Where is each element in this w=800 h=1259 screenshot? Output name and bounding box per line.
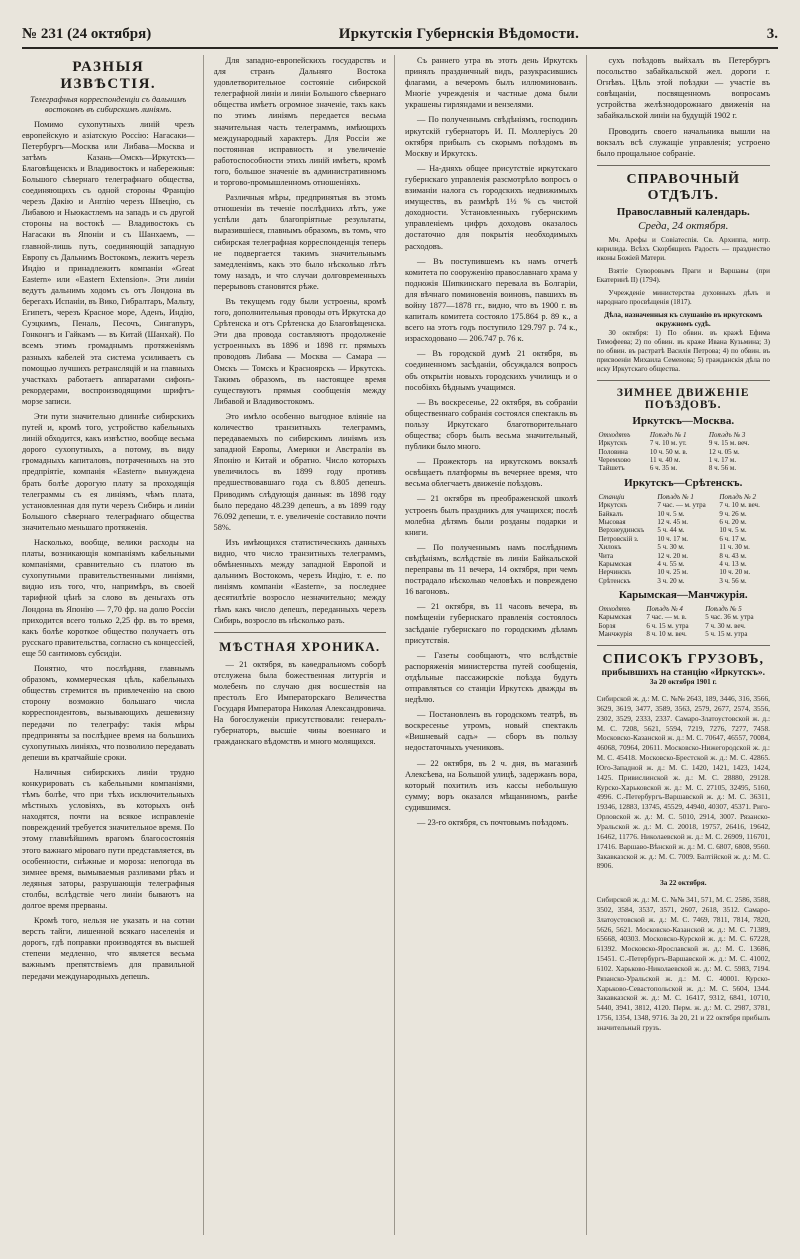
timetable-cell: 10 ч. 5 м. [719,526,747,535]
timetable-row [597,577,771,585]
timetable-cell: 7 ч. 30 м. веч. [705,621,746,630]
timetable-cell: Верхнеудинскъ [598,526,645,535]
timetable-cell: 10 ч. 5 м. [657,509,685,518]
timetable-cell: 7 час. — м. в. [646,613,687,622]
timetable-row [597,431,771,439]
section-title-reference: СПРАВОЧНЫЙ ОТДѢЛЪ. [626,171,741,203]
timetable-cell: Хилокъ [598,543,622,552]
timetable-cell: 8 ч. 56 м. [708,464,737,473]
timetable-row [597,510,771,518]
timetable-cell: 5 час. 36 м. утра [705,613,754,622]
timetable-cell: Поѣздъ № 5 [705,605,742,614]
timetable-row [597,613,771,621]
chronicle-paragraph: — Газеты сообщаютъ, что вслѣдствіе распоряженія министерства путей сообщенія, отдѣльные пассажирскіе поѣзда будутъ отправляться со станціи Иркутскъ дважды въ недѣлю. [405,650,578,705]
timetable-row [597,568,771,576]
timetable-cell: Чита [598,551,614,560]
chronicle-paragraph: Проводить своего начальника вышли на вокзалъ всѣ служащіе управленія; устроено было прощальное собраніе. [596,126,770,158]
timetable-cell: Черемхово [598,456,631,465]
timetable-row [597,552,771,560]
timetable-row [597,448,771,456]
chronicle-paragraph: — По полученнымъ свѣдѣніямъ, господинъ иркутскій губернаторъ И. П. Моллерiусъ 20 октября прибылъ съ скорымъ поѣздомъ въ Москву и Иркутскъ. [405,115,578,158]
timetable-cell: 10 ч. 17 м. [657,534,689,543]
timetable-cell: Тайшетъ [598,464,625,473]
calendar-title: Православный календарь. [616,205,750,218]
article-paragraph: Понятно, что послѣдняя, главнымъ образомъ, коммерческая цѣль, кабельныхъ обществъ стремится въ привлеченію на свою сторону возможно большаго числа корреспондентовъ, вызывающихъ дешевизну передачи по телеграфу: такія мѣры предприняты за послѣднее время на большихъ сухопутныхъ линіяхъ, что позволило передавать депеши въ кратчайшіе сроки. [22,664,195,762]
calendar-date: Среда, 24 октября. [638,219,729,232]
timetable-row [597,605,771,613]
timetable-cell: Половина [598,447,628,456]
timetable-cell: Поѣздъ № 4 [646,605,683,614]
timetable-cell: Байкалъ [598,509,623,518]
timetable-cell: 5 ч. 44 м. [657,526,685,535]
timetable-row [597,518,771,526]
chronicle-paragraph: — 21 октября, въ 11 часовъ вечера, въ помѣщеніи губернскаго правленія состоялось засѣданіе губернскаго по городскимъ дѣламъ присутствія. [405,602,578,645]
chronicle-paragraph: Съ раннего утра въ этотъ день Иркутскъ принялъ праздничный видъ, разукрасившись флагами, а вечеромъ былъ иллюминованъ. Многіе учрежденія и частные дома были украшены гирляндами и вензелями. [405,56,578,110]
timetable-cell: 7 час. — м. утра [657,501,706,510]
timetable-cell: 7 ч. 10 м. веч. [719,501,760,510]
chronicle-paragraph: — 21 октября, въ каѳедральномъ соборѣ отслужена была божественная литургія и молебенъ по случаю дня восшествія на престолъ Его Императорскаго Величества Государя Императора Николая Александровича. На богослуженіи присутствовали: генералъ-губернаторъ, высшіе чины военнаго и гражданскаго вѣдомствъ и много молящихся. [213,659,386,747]
cargo-list-subtitle: прибывшихъ на станцію «Иркутскъ». [601,667,766,678]
timetable-cell: Мысовая [598,517,626,526]
route-title: Иркутскъ—Москва. [632,414,735,427]
page-number: 3. [766,26,778,42]
column-2 [214,55,396,1235]
timetable-cell: Отходятъ [598,430,631,439]
route-title: Карымская—Манчжурія. [618,589,748,602]
calendar-entry: Мч. Арефы и Совіатеспія. Св. Архиппа, митр. кирилида. Всѣхъ Скорбящихъ Радость — празднество иконы Божіей Матери. [596,235,770,262]
timetable-cell: Манчжурія [598,630,633,639]
article-paragraph: Для западно-европейскихъ государствъ и для странъ Дальняго Востока удовлетворительное состояніе сибирской телеграфной линіи и линіи Большого сѣвернаго общества имѣетъ огромное значеніе, такъ какъ по этимъ линіямъ передается весьма значительная часть телеграммъ, имѣющихъ международный характеръ. Для Россіи же постоянная исправность и увеличеніе работоспособности этихъ линій имѣетъ, кромѣ того, большое значеніе въ административномъ и торгово-промышленномъ отношеніяхъ. [213,56,386,188]
timetable-karymskaya-manchuria [597,605,771,639]
divider [597,380,771,381]
timetable-cell: Петровскій з. [598,534,639,543]
timetable-row [597,464,771,472]
cargo-date: За 20 октября 1901 г. [649,677,717,686]
chronicle-paragraph: — 22 октября, въ 2 ч. дня, въ магазинѣ Алексѣева, на Большой улицѣ, задержанъ вора, который похитилъ изъ кассы небольшую сумму; воръ оказался мѣщаниномъ, ранѣе судившимся. [405,758,578,812]
article-paragraph: Эти пути значительно длиннѣе сибирскихъ путей и, кромѣ того, устройство кабельныхъ линій обходится, какъ извѣстно, вообще весьма дорого сухопутныхъ, а потому, въ виду громадныхъ капиталовъ, потраченныхъ на это предпріятіе, компанія «Eastern» вынуждена брать болѣе дорогую плату за проходящія телеграммы съ ея линіямъ, чѣмъ плата, установленная для пути черезъ Сибирь и линіи Большого сѣвернаго телеграфнаго общества значительно меньшаго протяженія. [22,411,195,532]
timetable-cell: 5 ч. 15 м. утра [705,630,748,639]
chronicle-paragraph: — Въ поступившемъ къ намъ отчетѣ комитета по сооруженію православнаго храма у подножія Шипкинскаго перевала въ Болгаріи, для вѣчнаго поминовенія воиновъ, павшихъ въ войну 1877—1878 гг., видно, что въ 1900 г. въ капиталъ комитета состояло 175.864 р. 89 к., а всего на этотъ годъ поступило 129.797 р. 74 к., израсходовано — 206.747 р. 76 к. [405,256,578,344]
chronicle-paragraph: — Въ воскресенье, 22 октября, въ собраніи общественнаго собранія состоялся спектакль въ пользу Иркутскаго благотворительнаго общества; сборъ былъ весьма значительный, публики было много. [405,397,578,452]
timetable-cell: Поѣздъ № 2 [719,492,756,501]
timetable-row [597,630,771,638]
calendar-entry: Учрежденіе министерства духовныхъ дѣлъ и народнаго просвѣщенія (1817). [596,288,770,306]
timetable-cell: 6 ч. 20 м. [719,517,747,526]
article-paragraph: Изъ имѣющихся статистическихъ данныхъ видно, что число транзитныхъ телеграммъ, обмѣненныхъ между западной Европой и дальнимъ Востокомъ, черезъ Индію, т. е. по линіямъ компаніи «Eastern», за последнее десятилѣтіе возросло незначительно; между тѣмъ какъ число депешъ, переданныхъ черезъ Сибирь, возросло въ нѣсколько разъ. [213,537,386,625]
timetable-cell: Поѣздъ № 1 [649,430,687,439]
timetable-cell: 9 ч. 15 м. веч. [708,439,750,448]
cargo-date: За 22 октября. [659,878,707,887]
timetable-cell: Отходятъ [598,605,631,614]
column-4 [597,55,779,1235]
chronicle-paragraph: — Постановленъ въ городскомъ театрѣ, въ воскресенье утромъ, новый спектакль «Вишневый садъ» — сборъ въ пользу недостаточныхъ учениковъ. [405,710,578,753]
timetable-row [597,493,771,501]
article-paragraph: Это имѣло особенно выгодное вліяніе на количество транзитныхъ телеграммъ, передаваемыхъ по сибирскимъ линіямъ изъ западной Европы, Америки и Австраліи въ Японію и Китай и обратно. Число которыхъ увеличилось въ 1899 году противъ предшествовавшаго года съ 8.805 депешъ. Приводимъ слѣдующія данныя: въ 1898 году было передано 48.239 депешъ, а въ 1899 году 76.092 депеши, т. е. увеличеніе составило почти 58%. [213,411,386,532]
article-subtitle: Телеграфныя корреспонденціи съ дальнимъ востокомъ въ сибирскимъ линіямъ. [30,94,187,114]
timetable-row [597,543,771,551]
chronicle-paragraph: — 23-го октября, съ почтовымъ поѣздомъ. [417,818,569,827]
divider [597,165,771,166]
article-paragraph: Различныя мѣры, предпринятыя въ этомъ отношеніи въ теченіе послѣднихъ лѣтъ, уже успѣли дать благопріятные результаты, выразившіеся, главнымъ образомъ, въ томъ, что сибирская телеграфная корреспонденція теперь не подвергается такимъ значительнымъ замедленіямъ, какъ это было нѣсколько лѣтъ тому назадъ, и что случаи долговременныхъ перерывовъ становятся рѣже. [213,193,386,291]
timetable-cell: 11 ч. 30 м. [719,543,750,552]
timetable-row [597,560,771,568]
section-title-chronicle: МѢСТНАЯ ХРОНИКА. [219,638,381,654]
timetable-cell: 8 ч. 10 м. веч. [646,630,687,639]
timetable-cell: 4 ч. 55 м. [657,559,685,568]
timetable-cell: 6 ч. 35 м. [649,464,678,473]
cargo-list-title: СПИСОКЪ ГРУЗОВЪ, [602,651,765,667]
timetable-cell: 12 ч. 05 м. [708,447,740,456]
timetable-irkutsk-sretensk [597,493,771,585]
article-paragraph: Помимо сухопутныхъ линій чрезъ европейскую и азіатскую Россію: Нагасаки—Петербургъ—Москва или Либава—Москва и затѣмъ Казань—Омскъ—Иркутскъ—Благовѣщенскъ и Владивостокъ и набережныя: Большого сѣвернаго телеграфнаго общества, соединяющихъ съ одной стороны Францію черезъ Дакію и Англію черезъ Швецію, съ Либавою и Ньюкастлемъ на западъ и съ другой стороны на востокѣ — Владивостокъ съ Нагасаки въ Японіи и съ Шанхаемъ, — главной-лишь путь, соединяющій западную Европу съ Дальнимъ Востокомъ, лежитъ черезъ Индію и принадлежитъ компаніи «Great Eastern» или «Eastern Extension». Эти линіи ведутъ дальнимъ ходомъ съ отъ Лондона въ берегахъ Испаніи, въ Вико, Гибралтаръ, Мальту, Египетъ, черезъ Красное море, Аденъ, Индію, Суэцкимъ, Пеналь, Песочъ, Сингапуръ, Гонконгъ и Гайкамъ — въ Китай (Шанхай). По всемъ этимъ громаднымъ протяженіямъ разныхъ кабелей эта система усиливаетъ съ помощью лучшихъ ретрансляцій и на главныхъ участкахъ работаетъ аппаратами сифонъ-рекордерами, воспроизводящими шрифтъ-морзе записи. [22,119,195,406]
chronicle-paragraph: — По полученнымъ намъ послѣднимъ свѣдѣніямъ, вслѣдствіе въ линіи Байкальской переправы въ 11 вечера, 14 октября, при чемъ пострадало нѣсколько человѣкъ и повреждено 16 вагоновъ. [405,542,578,597]
divider [214,632,387,633]
timetable-cell: Иркутскъ [598,501,628,510]
timetable-cell: 10 ч. 50 м. в. [649,447,688,456]
timetable-cell: 10 ч. 25 м. [657,568,689,577]
chronicle-paragraph: — 21 октября въ преображенской школѣ устроенъ былъ праздникъ для учащихся; послѣ молебна дѣтямъ были розданы подарки и книги. [405,494,578,537]
article-paragraph: Насколько, вообще, велики расходы на платы, возникающія компаніямъ кабельными компаніями, сравнительно съ платою въ сухопутными правительственными линіями, видно изъ того, что, напримѣръ, въ своей тарифной цѣнѣ за слово въ деньгахъ отъ Лондона въ Японію — 7,70 фр. на долю Россіи приходится всего только 2,25 фр. въ то время, какъ болѣе короткое общество получаетъ отъ русскаго правительства, согласно съ концессіей, еще 50 сантимовъ субсидіи. [22,538,195,658]
section-title-news: РАЗНЫЯ ИЗВѢСТІЯ. [60,59,157,92]
timetable-cell: Карымская [598,613,632,622]
timetable-cell: 1 ч. 17 м. [708,456,737,465]
chronicle-paragraph: — Въ городской думѣ 21 октября, въ соединенномъ засѣданіи, обсуждался вопросъ объ открытіи новыхъ городскихъ училищъ и о пособіяхъ бѣднымъ учащимся. [405,349,578,392]
timetable-cell: 9 ч. 26 м. [719,509,747,518]
court-notice-text: 30 октября: 1) По обвин. въ кражѣ Ефима Тимофеева; 2) по обвин. въ краже Ивана Кузьмина; 3) по обвин. въ растратѣ Василія Петрова; 4) по обвин. въ присвоеніи Михаила Семенова; 5) гражданскія дѣла по иску Иркутскаго общества. [596,328,770,373]
timetable-row [597,622,771,630]
timetable-cell: 4 ч. 13 м. [719,559,747,568]
timetable-cell: Нерчинскъ [598,568,632,577]
issue-number: № 231 (24 октября) [22,26,152,42]
columns [22,55,778,1235]
section-title-trains: ЗИМНЕЕ ДВИЖЕНІЕ ПОѢЗДОВЪ. [616,386,750,411]
timetable-irkutsk-moscow [597,431,771,473]
route-title: Иркутскъ—Срѣтенскъ. [624,476,743,489]
timetable-cell: Станціи [598,492,625,501]
timetable-cell: Иркутскъ [598,439,628,448]
timetable-cell: 12 ч. 20 м. [657,551,689,560]
timetable-row [597,439,771,447]
timetable-cell: 5 ч. 30 м. [657,543,685,552]
timetable-cell: 6 ч. 15 м. утра [646,621,689,630]
timetable-cell: Срѣтенскъ [598,576,631,585]
timetable-cell: 3 ч. 20 м. [657,576,685,585]
timetable-cell: 8 ч. 43 м. [719,551,747,560]
timetable-cell: Борзя [598,621,616,630]
divider [597,645,771,646]
page-header [22,26,778,49]
timetable-cell: Поѣздъ № 3 [708,430,746,439]
calendar-entry: Взятіе Суворовымъ Праги и Варшавы (при Екатеринѣ II) (1794). [596,266,770,284]
timetable-cell: 12 ч. 45 м. [657,517,689,526]
timetable-cell: Карымская [598,559,632,568]
newspaper-title: Иркутскія Губернскія Вѣдомости. [338,26,580,42]
column-1 [22,55,204,1235]
timetable-cell: 10 ч. 20 м. [719,568,751,577]
chronicle-paragraph: — На-дняхъ общее присутствіе иркутскаго губернскаго управленія разсмотрѣло вопросъ о взиманіи налога съ городскихъ недвижимыхъ имуществъ, въ размѣрѣ 1½ % съ чистой доходности. Установленныхъ губернскимъ управленіемъ цифръ доходовъ оказалось достаточно для покрытія необходимыхъ расходовъ. [405,163,578,251]
timetable-cell: Поѣздъ № 1 [657,492,694,501]
chronicle-paragraph: сухъ поѣздовъ выйхалъ въ Петербургъ посольство забайкальской жел. дороги г. Огнѣвъ. Цѣль этой поѣздки — участіе въ совѣщаніи, посвященномъ вопросамъ устройства желѣзнодорожнаго движенія на забайкальской линіи на будущій 1902 г. [596,56,770,121]
court-notice-title: Дѣла, назначенныя къ слушанію въ иркутскомъ окружномъ судѣ. [604,310,763,328]
timetable-row [597,526,771,534]
cargo-entries: Сибирской ж. д.: М. С. №№ 2643, 189, 3446, 316, 3566, 3629, 3619, 3477, 3589, 3563, 2579, 2677, 2574, 3556, 2302, 3529, 2333, 2337. Самаро-Златоустовской ж. д.: М. С. 7208, 5621, 5594, 7219, 7276, 7277, 7458. Московско-Казанской ж. д.: М. С. 70647, 46557, 70084, 46068, 70964, 20611. Московско-Нижегородской ж. д.: М. С. 45418. Московско-Брестской ж. д.: М. С. 42865. Юго-Западной ж. д.: М. С. 1420, 1421, 1423, 1424, 1425. Привислинской ж. д.: М. С. 28880, 29128. Курско-Харьковской ж. д.: М. С. 27105, 32495, 5160, 4996. С.-Петербургъ-Варшавской ж. д.: М. С. 36311, 19346, 12883, 13745, 45529, 44940, 40307, 45371. Риго-Орловской ж. д.: М. С. 5010, 2914, 3007. Рязанско-Уральской ж. д.: М. С. 20018, 19757, 26416, 19642, 16462, 11776. Николаевской ж. д.: М. С. 26909, 116701, 17416. Варшаво-Вѣнской ж. д.: М. С. 6807, 6808, 9560. Закавказской ж. д.: М. С. 7009. Балтійской ж. д.: М. С. 8906. [596,694,770,871]
chronicle-paragraph: — Прожекторъ на иркутскомъ вокзалѣ освѣщаетъ платформы въ вечернее время, что весьма облегчаетъ движеніе поѣздовъ. [405,457,578,489]
timetable-row [597,501,771,509]
article-paragraph: Въ текущемъ году были устроены, кромѣ того, дополнительныя проводы отъ Иркутска до Срѣтенска и отъ Срѣтенска до Благовѣщенска. Эти два провода составляютъ продолженіе устроенныхъ въ 1896 и 1898 гг. прямыхъ проводовъ Либава — Москва — Самара — Омскъ — Томскъ и Красноярскъ — Иркутскъ. Такимъ образомъ, въ настоящее время существуютъ прямыя сообщенія между Либавой и Владивостокомъ. [213,296,386,406]
timetable-cell: 6 ч. 17 м. [719,534,747,543]
timetable-row [597,535,771,543]
timetable-cell: 3 ч. 56 м. [719,576,747,585]
timetable-cell: 11 ч. 40 м. [649,456,681,465]
column-3 [405,55,587,1235]
timetable-cell: 7 ч. 10 м. ут. [649,439,687,448]
article-paragraph: Наличныя сибирскихъ линіи трудно конкурировать съ кабельными компаніями, тѣмъ болѣе, что при тѣхъ исключительныхъ мѣстныхъ условіяхъ, въ которыхъ онѣ находятся, почти на всякое исправленіе повреждений требуется значительное время. По этому главнѣйшимъ врагомъ благосостоянія этого важнаго міроваго пути представляется, въ особенности, снѣжные и мороза: непогода въ зимнее время, вымываемыя разливами рѣкъ и ледяныя заторы, разрушающія телеграфныя столбы, вслѣдствіе чего линіи бываютъ на долгое время прерваны. [22,767,195,910]
timetable-row [597,456,771,464]
article-paragraph: Кромѣ того, нельзя не указать и на сотни верстъ тайги, лишенной всякаго населенія и дорогъ, гдѣ поправки производятся въ высшей степени медленно, что является весьма важнымъ препятствіемъ для правильной передачи международныхъ депешъ. [22,916,195,981]
cargo-entries: Сибирской ж. д.: М. С. №№ 341, 571, М. С. 2586, 3588, 3502, 3584, 3537, 3571, 2607, 2618, 3512. Самаро-Златоустовской ж. д.: М. С. 7469, 7811, 7814, 7820, 5626, 5621. Московско-Казанской ж. д.: М. С. 71389, 65668, 40303. Московско-Курской ж. д.: М. С. 67228, 61392. Московско-Ярославской ж. д.: М. С. 13686, 15451. С.-Петербургъ-Варшавской ж. д.: М. С. 41002, 6102. Харьково-Николаевской ж. д.: М. С. 5983, 7194. Рязанско-Уральской ж. д.: М. С. 40001. Курско-Харьково-Севастопольской ж. д.: М. С. 5604, 1344. Закавказской ж. д.: М. С. 16417, 9312, 6841, 10710, 5440, 3941, 3812, 4120. Перм. ж. д.: М. С. 2987, 3781, 1756, 1354, 1348, 9716. За 20, 21 и 22 октября прибылъ значительный грузъ. [596,895,770,1032]
